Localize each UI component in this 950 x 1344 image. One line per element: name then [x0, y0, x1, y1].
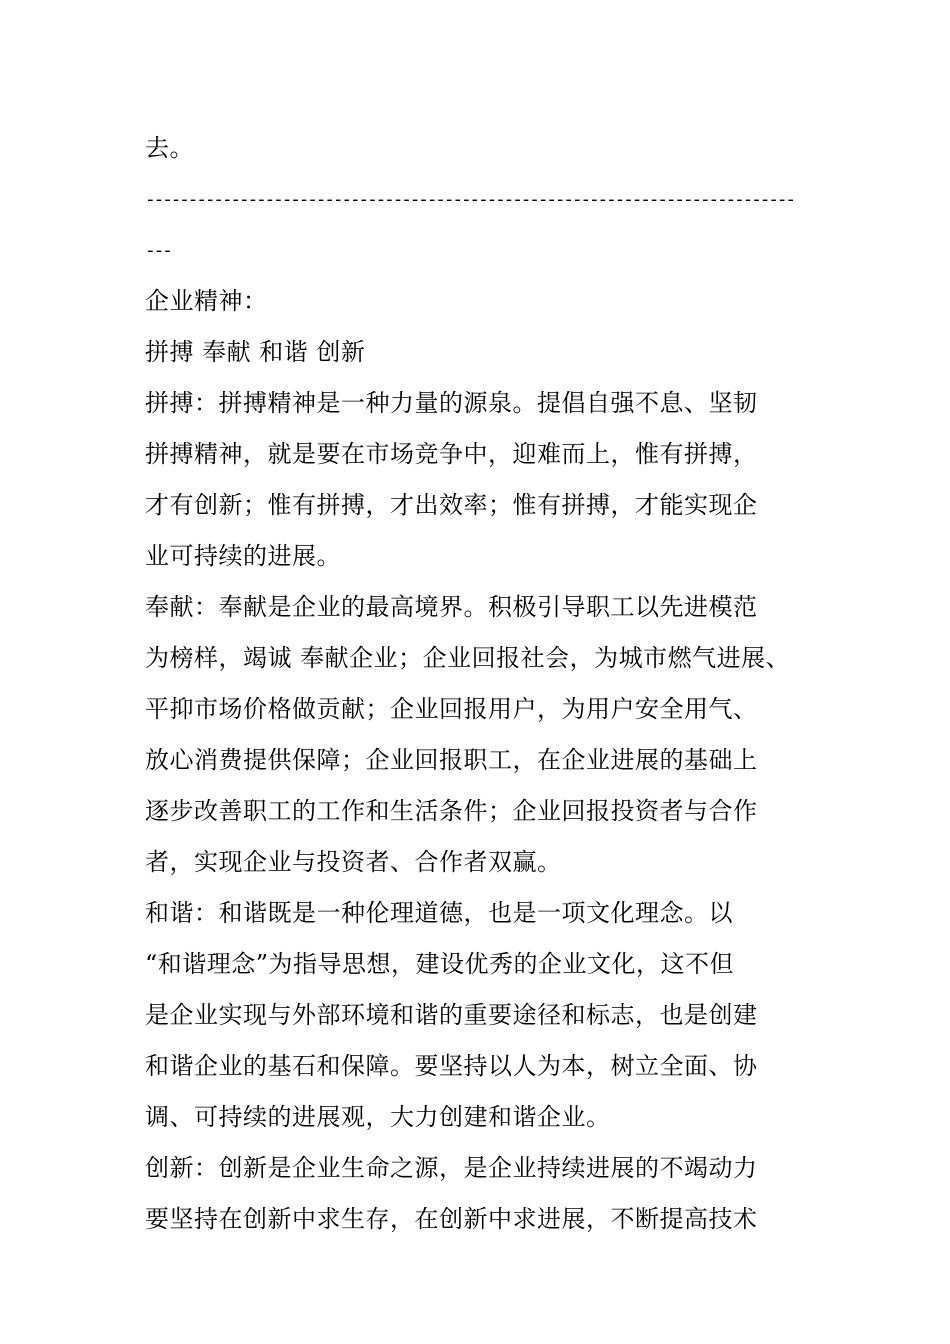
text-line: 平抑市场价格做贡献；企业回报用户，为用户安全用气、: [145, 695, 758, 723]
text-line: “和谐理念”为指导思想，建设优秀的企业文化，这不但: [145, 950, 735, 978]
text-line: 为榜样，竭诚 奉献企业；企业回报社会，为城市燃气进展、: [145, 644, 791, 672]
text-line: 拼搏精神，就是要在市场竞争中，迎难而上，惟有拼搏，: [145, 440, 758, 468]
text-line: 是企业实现与外部环境和谐的重要途径和标志，也是创建: [145, 1001, 758, 1029]
text-line: 和谐企业的基石和保障。要坚持以人为本，树立全面、协: [145, 1052, 758, 1080]
section-heading: 企业精神：: [145, 287, 268, 315]
text-line: 拼搏：拼搏精神是一种力量的源泉。提倡自强不息、坚韧: [145, 389, 758, 417]
dashed-separator-continued: ---: [145, 240, 171, 261]
text-line: 者，实现企业与投资者、合作者双赢。: [145, 848, 562, 876]
text-line: 才有创新；惟有拼搏，才出效率；惟有拼搏，才能实现企: [145, 491, 758, 519]
text-line: 奉献：奉献是企业的最高境界。积极引导职工以先进模范: [145, 593, 758, 621]
text-line: 和谐：和谐既是一种伦理道德，也是一项文化理念。以: [145, 899, 733, 927]
document-body: [145, 123, 825, 1245]
dashed-separator: ----------------------------------------------------------------------------: [145, 189, 794, 210]
text-line: 要坚持在创新中求生存，在创新中求进展，不断提高技术: [145, 1205, 758, 1233]
spirit-keywords: 拼搏 奉献 和谐 创新: [145, 338, 366, 366]
text-line: 逐步改善职工的工作和生活条件；企业回报投资者与合作: [145, 797, 758, 825]
text-line: 调、可持续的进展观，大力创建和谐企业。: [145, 1103, 611, 1131]
text-line: 去。: [145, 134, 194, 162]
text-line: 创新：创新是企业生命之源，是企业持续进展的不竭动力: [145, 1154, 758, 1182]
text-line: 业可持续的进展。: [145, 542, 341, 570]
text-line: 放心消费提供保障；企业回报职工，在企业进展的基础上: [145, 746, 758, 774]
